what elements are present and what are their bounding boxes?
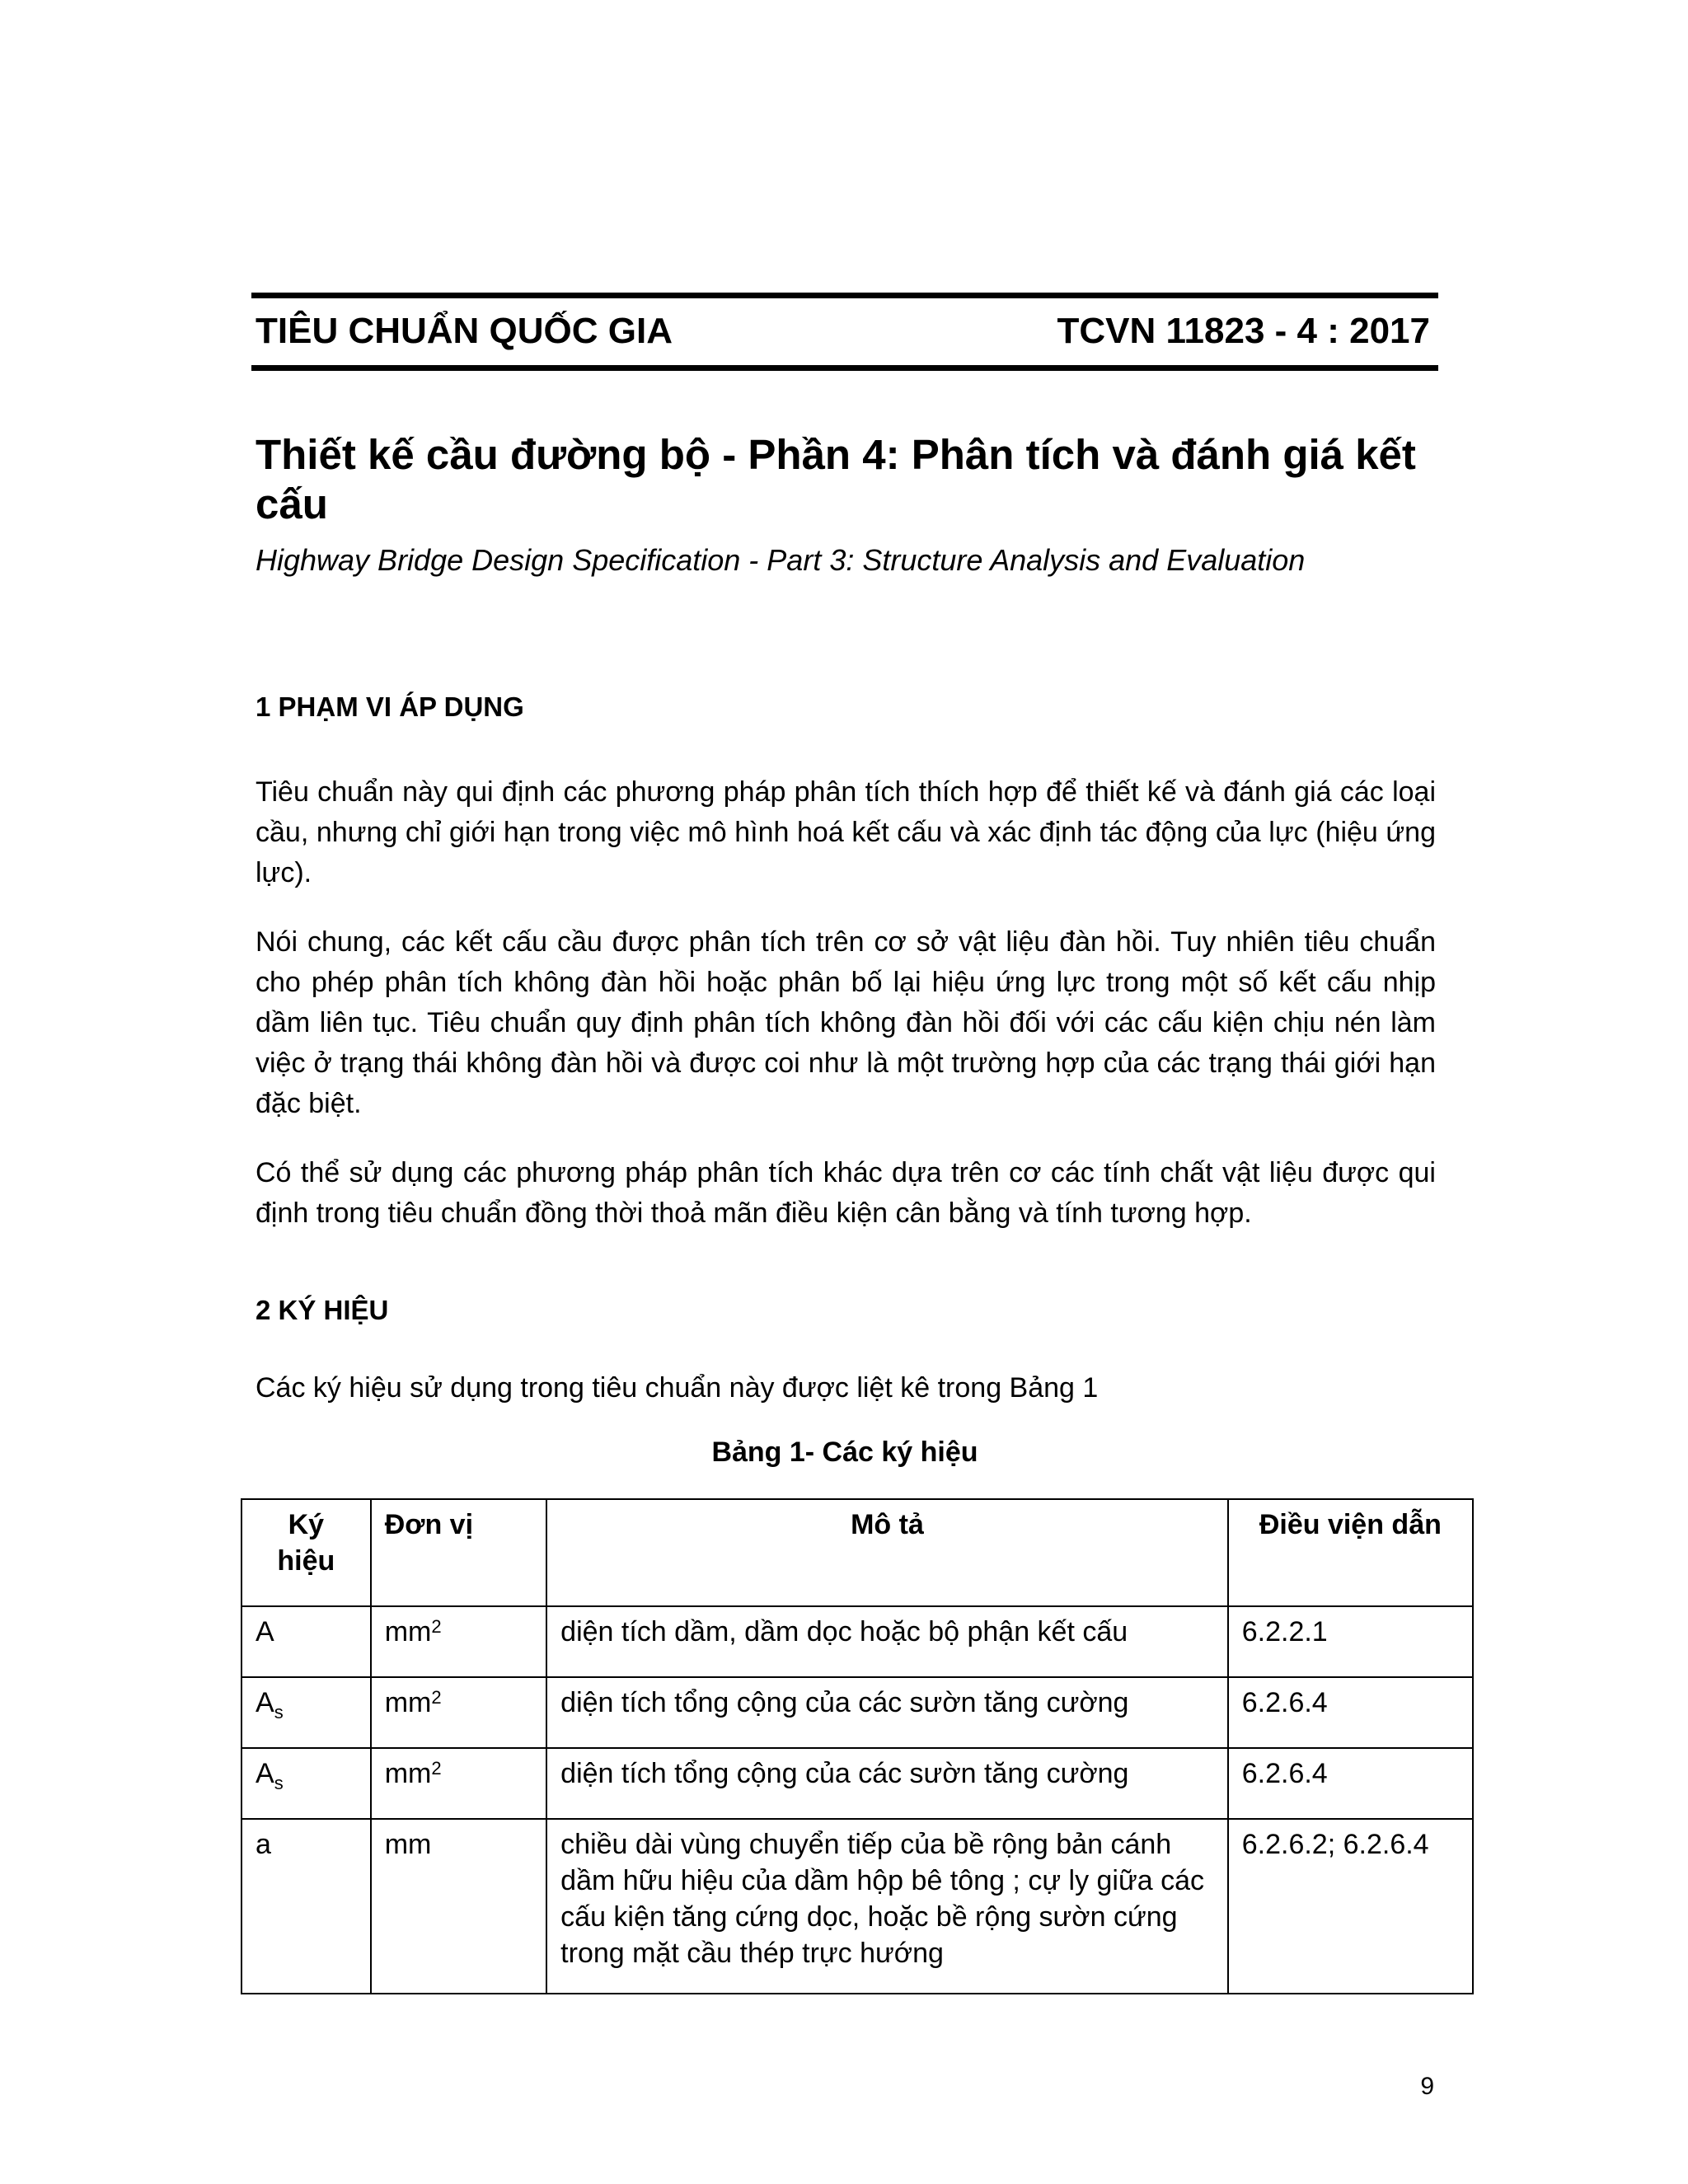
- scope-paragraph-1: Tiêu chuẩn này qui định các phương pháp phân tích thích hợp để thiết kế và đánh giá các loại cầu, nhưng chỉ giới hạn trong việc mô hình hoá kết cấu và xác định tác động của lực (hiệu ứng lực).: [256, 776, 1436, 888]
- header-bottom-rule: [251, 365, 1438, 371]
- reference-cell: 6.2.6.4: [1228, 1677, 1473, 1748]
- section-heading-scope: 1 PHẠM VI ÁP DỤNG: [256, 691, 524, 722]
- scope-paragraph-2: Nói chung, các kết cấu cầu được phân tích trên cơ sở vật liệu đàn hồi. Tuy nhiên tiêu chuẩn cho phép phân tích không đàn hồi hoặc phân bố lại hiệu ứng lực trong một số kết cấu nhịp dầm liên tục. Tiêu chuẩn quy định phân tích không đàn hồi đối với các cấu kiện chịu nén làm việc ở trạng thái không đàn hồi và được coi như là một trường hợp của các trạng thái giới hạn đặc biệt.: [256, 926, 1436, 1119]
- table-row: [241, 1748, 1473, 1819]
- description-cell: chiều dài vùng chuyển tiếp của bề rộng bản cánh dầm hữu hiệu của dầm hộp bê tông ; cự ly giữa các cấu kiện tăng cứng dọc, hoặc bề rộng sườn cứng trong mặt cầu thép trực hướng: [546, 1819, 1228, 1994]
- table-row: [241, 1819, 1473, 1994]
- unit-cell: $mm^2$: [371, 1606, 546, 1677]
- standard-type: TIÊU CHUẨN QUỐC GIA: [256, 311, 673, 351]
- scope-paragraph-3: Có thể sử dụng các phương pháp phân tích khác dựa trên cơ các tính chất vật liệu được qui định trong tiêu chuẩn đồng thời thoả mãn điều kiện cân bằng và tính tương hợp.: [256, 1157, 1436, 1229]
- header-description: Mô tả: [546, 1499, 1228, 1606]
- section-heading-symbols: 2 KÝ HIỆU: [256, 1295, 389, 1325]
- table-row: [241, 1606, 1473, 1677]
- document-title: Thiết kế cầu đường bộ - Phần 4: Phân tích và đánh giá kết cấu: [256, 431, 1416, 527]
- header-unit: Đơn vị: [371, 1499, 546, 1606]
- document-subtitle: Highway Bridge Design Specification - Part 3: Structure Analysis and Evaluation: [256, 543, 1306, 577]
- description-cell: diện tích tổng cộng của các sườn tăng cường: [546, 1748, 1228, 1819]
- unit-cell: mm: [371, 1819, 546, 1994]
- page-number: 9: [1420, 2073, 1434, 2100]
- table-row: [241, 1677, 1473, 1748]
- symbol-cell: a: [241, 1819, 371, 1994]
- table-caption: Bảng 1- Các ký hiệu: [711, 1436, 978, 1468]
- unit-cell: $mm^2$: [371, 1677, 546, 1748]
- reference-cell: 6.2.2.1: [1228, 1606, 1473, 1677]
- description-cell: diện tích dầm, dầm dọc hoặc bộ phận kết cấu: [546, 1606, 1228, 1677]
- standard-code: TCVN 11823 - 4 : 2017: [1057, 311, 1430, 351]
- symbol-cell: A: [241, 1606, 371, 1677]
- header-symbol: Ký hiệu: [241, 1499, 371, 1606]
- symbols-table: [241, 1498, 1474, 1994]
- unit-cell: $mm^2$: [371, 1748, 546, 1819]
- reference-cell: 6.2.6.2; 6.2.6.4: [1228, 1819, 1473, 1994]
- table-header-row: [241, 1499, 1473, 1606]
- standard-header: [256, 307, 1430, 356]
- header-reference: Điều viện dẫn: [1228, 1499, 1473, 1606]
- symbol-cell: $A_s$: [241, 1677, 371, 1748]
- symbol-cell: $A_s$: [241, 1748, 371, 1819]
- description-cell: diện tích tổng cộng của các sườn tăng cường: [546, 1677, 1228, 1748]
- reference-cell: 6.2.6.4: [1228, 1748, 1473, 1819]
- header-top-rule: [251, 293, 1438, 298]
- symbols-intro: Các ký hiệu sử dụng trong tiêu chuẩn này được liệt kê trong Bảng 1: [256, 1372, 1099, 1404]
